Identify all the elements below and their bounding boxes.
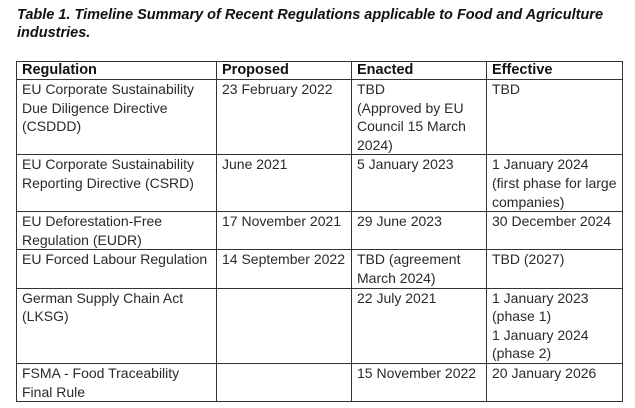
header-proposed: Proposed: [217, 62, 352, 80]
cell-enacted: TBD (Approved by EU Council 15 March 2024): [352, 80, 487, 155]
header-effective: Effective: [487, 62, 623, 80]
cell-proposed: 17 November 2021: [217, 212, 352, 250]
table-row: [17, 250, 623, 288]
cell-proposed: [217, 288, 352, 363]
cell-enacted: TBD (agreement March 2024): [352, 250, 487, 288]
cell-effective: TBD (2027): [487, 250, 623, 288]
cell-enacted: 15 November 2022: [352, 363, 487, 401]
cell-regulation: German Supply Chain Act (LKSG): [17, 288, 217, 363]
cell-effective: 30 December 2024: [487, 212, 623, 250]
table-row: [17, 212, 623, 250]
cell-proposed: 14 September 2022: [217, 250, 352, 288]
cell-enacted: 29 June 2023: [352, 212, 487, 250]
cell-regulation: EU Forced Labour Regulation: [17, 250, 217, 288]
cell-regulation: FSMA - Food Traceability Final Rule: [17, 363, 217, 401]
cell-effective: 20 January 2026: [487, 363, 623, 401]
table-row: [17, 363, 623, 401]
table-header-row: [17, 62, 623, 80]
cell-effective: TBD: [487, 80, 623, 155]
cell-effective: 1 January 2023 (phase 1) 1 January 2024 (phase 2): [487, 288, 623, 363]
cell-regulation: EU Deforestation-Free Regulation (EUDR): [17, 212, 217, 250]
cell-enacted: 22 July 2021: [352, 288, 487, 363]
cell-effective: 1 January 2024 (first phase for large companies): [487, 155, 623, 212]
table-row: [17, 155, 623, 212]
cell-proposed: June 2021: [217, 155, 352, 212]
table-caption: Table 1. Timeline Summary of Recent Regulations applicable to Food and Agriculture industries.: [17, 7, 604, 41]
cell-regulation: EU Corporate Sustainability Due Diligence Directive (CSDDD): [17, 80, 217, 155]
cell-proposed: 23 February 2022: [217, 80, 352, 155]
header-regulation: Regulation: [17, 62, 217, 80]
table-row: [17, 288, 623, 363]
regulations-table: [16, 61, 623, 402]
cell-proposed: [217, 363, 352, 401]
cell-enacted: 5 January 2023: [352, 155, 487, 212]
header-enacted: Enacted: [352, 62, 487, 80]
table-row: [17, 80, 623, 155]
cell-regulation: EU Corporate Sustainability Reporting Directive (CSRD): [17, 155, 217, 212]
